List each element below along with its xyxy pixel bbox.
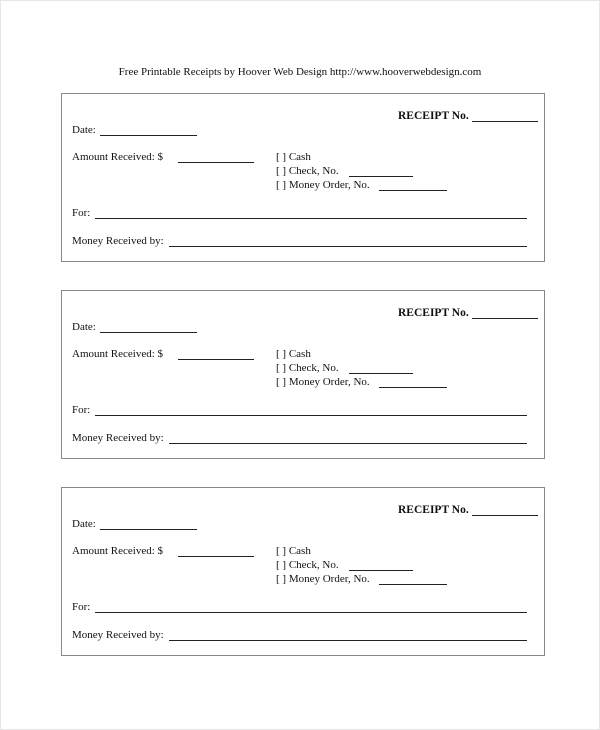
receipt-no-field[interactable] (472, 318, 538, 319)
money-order-number-field[interactable] (379, 387, 447, 388)
amount-field[interactable] (178, 556, 254, 557)
money-order-number-field[interactable] (379, 584, 447, 585)
receipt-no-label: RECEIPT No. (398, 307, 469, 319)
amount-field[interactable] (178, 359, 254, 360)
receipt-form (61, 290, 545, 459)
cash-checkbox[interactable]: [ ] Cash (276, 545, 311, 557)
receipt-no-field[interactable] (472, 515, 538, 516)
for-label: For: (72, 404, 91, 416)
money-received-by-label: Money Received by: (72, 235, 164, 247)
amount-label: Amount Received: $ (72, 151, 164, 163)
money-order-checkbox[interactable]: [ ] Money Order, No. (276, 573, 370, 585)
check-number-field[interactable] (349, 176, 413, 177)
for-label: For: (72, 601, 91, 613)
check-number-field[interactable] (349, 570, 413, 571)
date-field[interactable] (100, 332, 197, 333)
amount-label: Amount Received: $ (72, 348, 164, 360)
money-order-checkbox[interactable]: [ ] Money Order, No. (276, 179, 370, 191)
check-checkbox[interactable]: [ ] Check, No. (276, 165, 339, 177)
amount-label: Amount Received: $ (72, 545, 164, 557)
receipt-form (61, 487, 545, 656)
check-checkbox[interactable]: [ ] Check, No. (276, 362, 339, 374)
receipt-form (61, 93, 545, 262)
for-field[interactable] (95, 218, 527, 219)
for-label: For: (72, 207, 91, 219)
for-field[interactable] (95, 612, 527, 613)
cash-checkbox[interactable]: [ ] Cash (276, 348, 311, 360)
for-field[interactable] (95, 415, 527, 416)
date-field[interactable] (100, 529, 197, 530)
money-order-number-field[interactable] (379, 190, 447, 191)
amount-field[interactable] (178, 162, 254, 163)
date-label: Date: (72, 321, 96, 333)
page-header: Free Printable Receipts by Hoover Web Design http://www.hooverwebdesign.com (118, 66, 482, 78)
money-received-by-label: Money Received by: (72, 629, 164, 641)
money-received-by-field[interactable] (169, 443, 527, 444)
check-checkbox[interactable]: [ ] Check, No. (276, 559, 339, 571)
money-received-by-field[interactable] (169, 246, 527, 247)
money-received-by-field[interactable] (169, 640, 527, 641)
money-received-by-label: Money Received by: (72, 432, 164, 444)
receipt-no-field[interactable] (472, 121, 538, 122)
date-field[interactable] (100, 135, 197, 136)
receipt-no-label: RECEIPT No. (398, 504, 469, 516)
cash-checkbox[interactable]: [ ] Cash (276, 151, 311, 163)
money-order-checkbox[interactable]: [ ] Money Order, No. (276, 376, 370, 388)
receipt-no-label: RECEIPT No. (398, 110, 469, 122)
check-number-field[interactable] (349, 373, 413, 374)
date-label: Date: (72, 124, 96, 136)
date-label: Date: (72, 518, 96, 530)
